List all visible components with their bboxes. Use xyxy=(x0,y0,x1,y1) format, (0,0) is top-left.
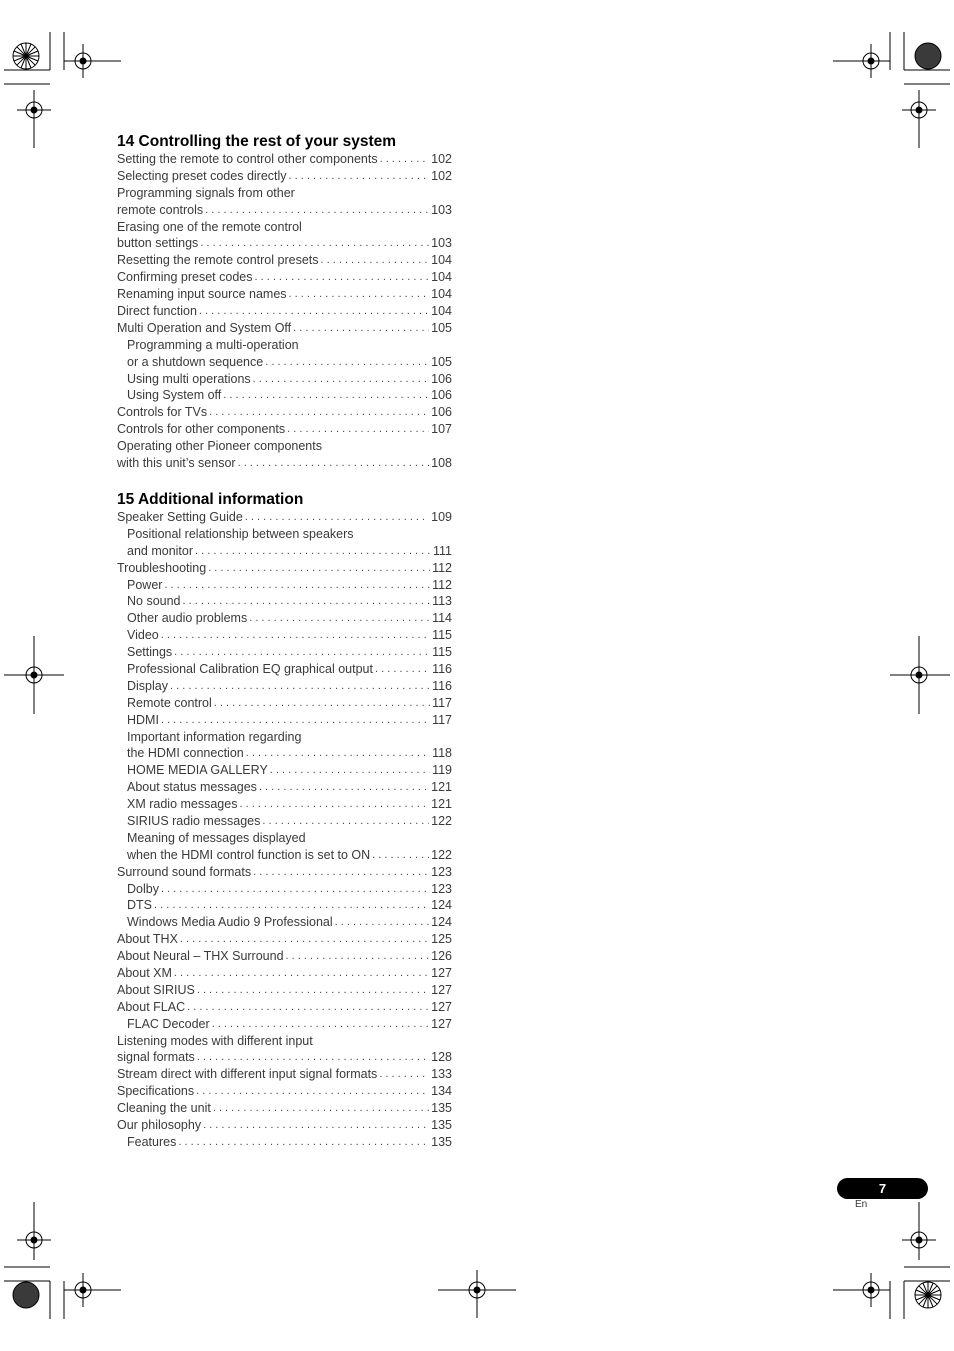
toc-entry-title: Speaker Setting Guide xyxy=(117,509,243,524)
toc-entry-title: Operating other Pioneer components xyxy=(117,439,322,454)
toc-entry xyxy=(117,864,452,881)
dot-leader xyxy=(249,610,430,627)
toc-entry-title: Power xyxy=(127,577,163,592)
toc-entry-page: 103 xyxy=(431,236,452,251)
toc-entry-title: when the HDMI control function is set to ON xyxy=(127,847,371,862)
toc-entry-page: 124 xyxy=(431,898,452,913)
toc-section-15 xyxy=(117,490,452,1151)
toc-entries xyxy=(117,151,452,472)
dot-leader xyxy=(164,577,430,594)
toc-entry-page: 116 xyxy=(432,662,452,676)
toc-entry-page: 104 xyxy=(431,253,452,268)
toc-entry xyxy=(117,796,452,813)
toc-entry-title: About XM xyxy=(117,966,172,981)
toc-entry xyxy=(117,202,452,219)
language-code: En xyxy=(855,1199,868,1210)
toc-entry-page: 135 xyxy=(431,1118,452,1133)
toc-entry-title: About THX xyxy=(117,932,178,947)
toc-entry xyxy=(117,269,452,286)
toc-entry xyxy=(117,438,452,455)
toc-entry-title: Multi Operation and System Off xyxy=(117,320,292,335)
toc-entry-title: Remote control xyxy=(127,695,212,710)
toc-entry-title: Features xyxy=(127,1134,177,1149)
toc-entry-title: About status messages xyxy=(127,780,257,795)
toc-entry-page: 105 xyxy=(431,320,452,335)
dot-leader xyxy=(321,252,430,269)
toc-entry xyxy=(117,235,452,252)
toc-entry-title: Dolby xyxy=(127,881,159,896)
toc-entry-title: with this unit’s sensor xyxy=(117,456,236,471)
toc-entry-title: Erasing one of the remote control xyxy=(117,219,302,234)
dot-leader xyxy=(196,1083,429,1100)
dot-leader xyxy=(178,1134,429,1151)
toc-entry-title: Direct function xyxy=(117,304,197,318)
toc-entry-title: Using multi operations xyxy=(127,371,251,386)
toc-entry-title: Using System off xyxy=(127,388,222,403)
toc-entry xyxy=(117,1100,452,1117)
toc-entry xyxy=(117,712,452,729)
toc-entry xyxy=(117,526,452,543)
toc-entry-page: 124 xyxy=(431,915,452,930)
dot-leader xyxy=(246,745,430,762)
dot-leader xyxy=(253,864,429,881)
toc-entry-title: Important information regarding xyxy=(127,729,302,744)
toc-entry-title: Renaming input source names xyxy=(117,287,287,302)
toc-entry-page: 121 xyxy=(431,780,452,795)
toc-entry-page: 114 xyxy=(432,611,452,626)
toc-entry-page: 122 xyxy=(431,847,452,862)
toc-entry-page: 112 xyxy=(432,577,452,592)
toc-entry-page: 135 xyxy=(431,1134,452,1149)
toc-entry-title: and monitor xyxy=(127,543,194,558)
dot-leader xyxy=(380,151,430,168)
toc-entry xyxy=(117,337,452,354)
toc-entry xyxy=(117,320,452,337)
toc-entry-page: 104 xyxy=(431,270,452,285)
toc-entry-title: No sound xyxy=(127,594,181,609)
toc-entry-title: About SIRIUS xyxy=(117,982,195,997)
dot-leader xyxy=(180,931,429,948)
toc-entry xyxy=(117,252,452,269)
toc-entry-title: XM radio messages xyxy=(127,797,238,812)
toc-entry-page: 127 xyxy=(431,1016,452,1031)
toc-entry xyxy=(117,543,452,560)
toc-entry-title: Resetting the remote control presets xyxy=(117,253,319,268)
toc-entry-page: 127 xyxy=(431,982,452,997)
toc-entry xyxy=(117,830,452,847)
toc-entry-page: 115 xyxy=(432,628,452,643)
toc-entry xyxy=(117,847,452,864)
dot-leader xyxy=(174,965,429,982)
dot-leader xyxy=(197,1049,429,1066)
toc-entry-page: 106 xyxy=(431,371,452,386)
toc-entry-page: 128 xyxy=(431,1050,452,1065)
dot-leader xyxy=(183,593,431,610)
toc-entry xyxy=(117,644,452,661)
dot-leader xyxy=(200,235,429,252)
dot-leader xyxy=(154,897,429,914)
toc-entry xyxy=(117,593,452,610)
toc-entry-title: Surround sound formats xyxy=(117,864,252,879)
dot-leader xyxy=(372,847,429,864)
toc-entry xyxy=(117,779,452,796)
toc-entry xyxy=(117,286,452,303)
toc-entry xyxy=(117,931,452,948)
toc-entry-title: remote controls xyxy=(117,202,204,217)
toc-entry-title: Programming signals from other xyxy=(117,185,295,200)
toc-entry xyxy=(117,661,452,678)
toc-entry xyxy=(117,1016,452,1033)
dot-leader xyxy=(208,560,430,577)
dot-leader xyxy=(170,678,430,695)
toc-entry xyxy=(117,509,452,526)
toc-entry-title: Listening modes with different input xyxy=(117,1033,313,1048)
toc-entry-page: 117 xyxy=(432,695,452,710)
toc-entry xyxy=(117,168,452,185)
toc-entry xyxy=(117,813,452,830)
toc-entries xyxy=(117,509,452,1151)
toc-entry-title: Our philosophy xyxy=(117,1118,202,1133)
toc-entry-title: Troubleshooting xyxy=(117,560,207,575)
toc-entry-title: Cleaning the unit xyxy=(117,1101,211,1116)
toc-entry-page: 112 xyxy=(432,560,452,575)
toc-entry-page: 119 xyxy=(432,763,452,778)
toc-entry-title: Positional relationship between speakers xyxy=(127,526,354,541)
dot-leader xyxy=(195,543,431,560)
toc-entry-page: 106 xyxy=(431,405,452,420)
toc-entry xyxy=(117,729,452,746)
toc-entry-page: 107 xyxy=(431,422,452,437)
toc-entry-title: HDMI xyxy=(127,712,159,727)
dot-leader xyxy=(253,371,429,388)
toc-entry xyxy=(117,1134,452,1151)
toc-entry xyxy=(117,965,452,982)
dot-leader xyxy=(259,779,429,796)
dot-leader xyxy=(213,1100,429,1117)
dot-leader xyxy=(197,982,429,999)
toc-entry-title: About FLAC xyxy=(117,999,186,1014)
dot-leader xyxy=(239,796,429,813)
toc-entry-page: 117 xyxy=(432,712,452,727)
toc-entry-page: 103 xyxy=(431,202,452,217)
dot-leader xyxy=(238,455,430,472)
dot-leader xyxy=(375,661,430,678)
dot-leader xyxy=(161,881,429,898)
toc-entry-title: Video xyxy=(127,628,159,643)
dot-leader xyxy=(161,712,430,729)
toc-entry-page: 111 xyxy=(432,543,452,558)
toc-entry-title: signal formats xyxy=(117,1050,195,1065)
toc-entry-title: or a shutdown sequence xyxy=(127,354,264,369)
toc-entry xyxy=(117,982,452,999)
toc-entry-title: button settings xyxy=(117,236,199,251)
dot-leader xyxy=(209,404,429,421)
toc-entry-page: 133 xyxy=(431,1067,452,1082)
toc-entry xyxy=(117,387,452,404)
toc-entry xyxy=(117,303,452,320)
toc-entry-title: HOME MEDIA GALLERY xyxy=(127,763,268,778)
toc-entry-title: SIRIUS radio messages xyxy=(127,814,261,829)
toc-entry xyxy=(117,371,452,388)
toc-entry xyxy=(117,695,452,712)
toc-entry xyxy=(117,999,452,1016)
toc-entry-title: About Neural – THX Surround xyxy=(117,949,284,964)
page-number-badge: 7 xyxy=(837,1178,928,1199)
toc-entry xyxy=(117,1033,452,1050)
toc-entry-title: Settings xyxy=(127,645,173,660)
toc-entry xyxy=(117,455,452,472)
toc-entry xyxy=(117,745,452,762)
toc-section-14 xyxy=(117,132,452,472)
dot-leader xyxy=(293,320,429,337)
toc-entry xyxy=(117,421,452,438)
toc-entry xyxy=(117,404,452,421)
section-title: 15 Additional information xyxy=(117,491,304,508)
toc-entry xyxy=(117,185,452,202)
toc-entry xyxy=(117,560,452,577)
toc-entry-page: 123 xyxy=(431,881,452,896)
toc-entry-page: 106 xyxy=(431,388,452,403)
toc-entry-title: Display xyxy=(127,678,168,693)
toc-entry-title: Specifications xyxy=(117,1084,195,1099)
toc-entry-page: 134 xyxy=(431,1084,452,1099)
toc-entry-page: 116 xyxy=(432,678,452,693)
dot-leader xyxy=(212,1016,429,1033)
dot-leader xyxy=(174,644,430,661)
toc-entry-page: 135 xyxy=(431,1101,452,1116)
toc-entry xyxy=(117,948,452,965)
toc-entry xyxy=(117,354,452,371)
dot-leader xyxy=(335,914,429,931)
dot-leader xyxy=(205,202,429,219)
toc-entry-page: 113 xyxy=(432,594,452,609)
dot-leader xyxy=(379,1066,429,1083)
dot-leader xyxy=(199,303,429,320)
toc-entry-page: 127 xyxy=(431,999,452,1014)
toc-entry xyxy=(117,881,452,898)
toc-entry-title: Programming a multi-operation xyxy=(127,337,299,352)
dot-leader xyxy=(223,387,429,404)
toc-entry-title: Confirming preset codes xyxy=(117,270,253,285)
toc-entry xyxy=(117,1083,452,1100)
toc-entry-page: 104 xyxy=(431,304,452,318)
toc-entry-title: DTS xyxy=(127,898,152,913)
toc-entry-page: 105 xyxy=(431,354,452,369)
toc-entry-title: Meaning of messages displayed xyxy=(127,830,306,845)
toc-entry xyxy=(117,151,452,168)
toc-entry-page: 127 xyxy=(431,966,452,981)
toc-entry xyxy=(117,914,452,931)
toc-entry xyxy=(117,577,452,594)
toc-entry-title: Controls for TVs xyxy=(117,405,208,420)
dot-leader xyxy=(270,762,430,779)
toc-entry xyxy=(117,627,452,644)
toc-entry-page: 125 xyxy=(431,932,452,947)
dot-leader xyxy=(254,269,429,286)
dot-leader xyxy=(265,354,429,371)
toc-entry-page: 123 xyxy=(431,864,452,879)
toc-entry-page: 109 xyxy=(431,509,452,524)
dot-leader xyxy=(289,286,430,303)
toc-entry-title: Stream direct with different input signal formats xyxy=(117,1067,378,1082)
toc-entry-page: 108 xyxy=(431,456,452,471)
toc-entry xyxy=(117,897,452,914)
toc-entry-page: 118 xyxy=(432,746,452,761)
toc-entry-title: FLAC Decoder xyxy=(127,1016,210,1031)
toc-entry-title: Professional Calibration EQ graphical output xyxy=(127,662,373,676)
toc-entry-page: 102 xyxy=(431,168,452,183)
toc-entry-title: Windows Media Audio 9 Professional xyxy=(127,915,333,930)
toc-entry xyxy=(117,1050,452,1067)
toc-entry-page: 122 xyxy=(431,814,452,829)
toc-entry xyxy=(117,678,452,695)
toc-entry xyxy=(117,610,452,627)
dot-leader xyxy=(203,1117,429,1134)
toc-entry xyxy=(117,1117,452,1134)
section-title: 14 Controlling the rest of your system xyxy=(117,133,397,150)
toc-entry-title: Setting the remote to control other components xyxy=(117,151,378,166)
dot-leader xyxy=(289,168,430,185)
toc-entry-title: Other audio problems xyxy=(127,611,248,626)
dot-leader xyxy=(214,695,430,712)
toc-entry-title: Controls for other components xyxy=(117,422,286,437)
dot-leader xyxy=(187,999,429,1016)
toc-entry-page: 121 xyxy=(431,797,452,812)
toc-entry xyxy=(117,219,452,236)
dot-leader xyxy=(245,509,429,526)
dot-leader xyxy=(262,813,429,830)
toc-entry-page: 115 xyxy=(432,645,452,660)
dot-leader xyxy=(161,627,430,644)
toc-entry-page: 126 xyxy=(431,949,452,964)
toc-entry xyxy=(117,762,452,779)
toc-entry-page: 104 xyxy=(431,287,452,302)
toc-entry-title: Selecting preset codes directly xyxy=(117,168,287,183)
dot-leader xyxy=(286,948,430,965)
dot-leader xyxy=(287,421,429,438)
toc-entry-page: 102 xyxy=(431,151,452,166)
toc-entry xyxy=(117,1066,452,1083)
toc-entry-title: the HDMI connection xyxy=(127,746,244,761)
